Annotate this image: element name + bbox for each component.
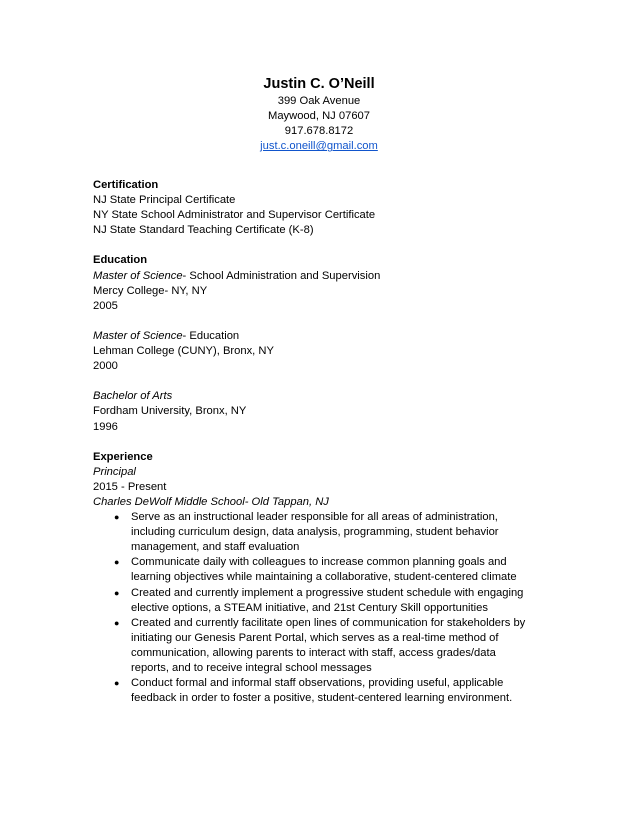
degree-field: - School Administration and Supervision: [182, 269, 381, 282]
bullet-icon: ●: [114, 617, 120, 628]
bullet-text-line: Created and currently facilitate open lines of communication for stakeholders by: [131, 616, 526, 629]
bullet-text-line: Communicate daily with colleagues to increase common planning goals and: [131, 556, 507, 569]
certification-title: Certification: [93, 179, 159, 191]
bullet-text-line: Conduct formal and informal staff observations, providing useful, applicable: [131, 677, 504, 690]
education-entry: [93, 269, 553, 314]
certification-section: [93, 178, 553, 238]
school-name: Mercy College- NY, NY: [93, 284, 208, 297]
graduation-year: 1996: [93, 420, 118, 433]
certification-item: NY State School Administrator and Supervisor Certificate: [93, 209, 376, 222]
bullet-text-line: Serve as an instructional leader responsible for all areas of administration,: [131, 511, 498, 524]
bullet-text-line: reports, and to receive integral school messages: [131, 662, 372, 674]
bullet-text-line: management, and staff evaluation: [131, 541, 300, 554]
degree-name: Bachelor of Arts: [93, 390, 173, 403]
spacer: [93, 374, 553, 389]
bullet-icon: ●: [114, 557, 120, 568]
job-employer: Charles DeWolf Middle School- Old Tappan, NJ: [93, 495, 329, 508]
degree-name: Master of Science: [93, 269, 183, 282]
degree-field: - Education: [182, 329, 240, 342]
education-title: Education: [93, 254, 148, 267]
degree-name: Master of Science: [93, 329, 183, 342]
bullet-icon: ●: [114, 587, 120, 598]
degree-line: [93, 329, 553, 344]
bullet-icon: ●: [114, 678, 120, 689]
list-item: [93, 676, 553, 706]
graduation-year: 2005: [93, 299, 118, 312]
list-item: [93, 616, 553, 676]
list-item: [93, 555, 553, 585]
email-link[interactable]: just.c.oneill@gmail.com: [260, 140, 378, 153]
candidate-name: Justin C. O’Neill: [263, 76, 375, 92]
bullet-text-line: initiating our Genesis Parent Portal, which serves as a real-time method of: [131, 631, 499, 644]
bullet-text-line: learning objectives while maintaining a collaborative, student-centered climate: [131, 571, 517, 584]
spacer: [93, 238, 553, 253]
experience-title: Experience: [93, 450, 153, 463]
responsibility-list: [93, 510, 553, 706]
certification-item: NJ State Principal Certificate: [93, 194, 236, 207]
resume-header: [0, 75, 638, 154]
job-role: Principal: [93, 465, 136, 478]
spacer: [93, 435, 553, 450]
experience-section: [93, 450, 553, 707]
school-name: Fordham University, Bronx, NY: [93, 405, 247, 418]
degree-line: [93, 269, 553, 284]
job-dates: 2015 - Present: [93, 480, 167, 493]
bullet-text-line: including curriculum design, data analysis, programming, student behavior: [131, 526, 499, 539]
city-line: Maywood, NJ 07607: [268, 110, 370, 123]
education-entry: [93, 329, 553, 374]
graduation-year: 2000: [93, 360, 118, 373]
phone-line: 917.678.8172: [284, 125, 354, 138]
education-section: [93, 253, 553, 434]
bullet-text-line: Created and currently implement a progressive student schedule with engaging: [131, 586, 524, 599]
education-entry: [93, 389, 553, 434]
list-item: [93, 510, 553, 555]
bullet-text-line: communication, allowing parents to interact with staff, access grades/data: [131, 646, 496, 659]
address-line: 399 Oak Avenue: [277, 95, 361, 107]
bullet-icon: ●: [114, 512, 120, 523]
certification-item: NJ State Standard Teaching Certificate (K-8): [93, 224, 314, 237]
school-name: Lehman College (CUNY), Bronx, NY: [93, 345, 274, 358]
spacer: [93, 314, 553, 329]
degree-line: [93, 389, 553, 404]
resume-body: [93, 178, 553, 706]
bullet-text-line: elective options, a STEAM initiative, and 21st Century Skill opportunities: [131, 601, 488, 614]
bullet-text-line: feedback in order to foster a positive, student-centered learning environment.: [131, 692, 513, 705]
list-item: [93, 586, 553, 616]
